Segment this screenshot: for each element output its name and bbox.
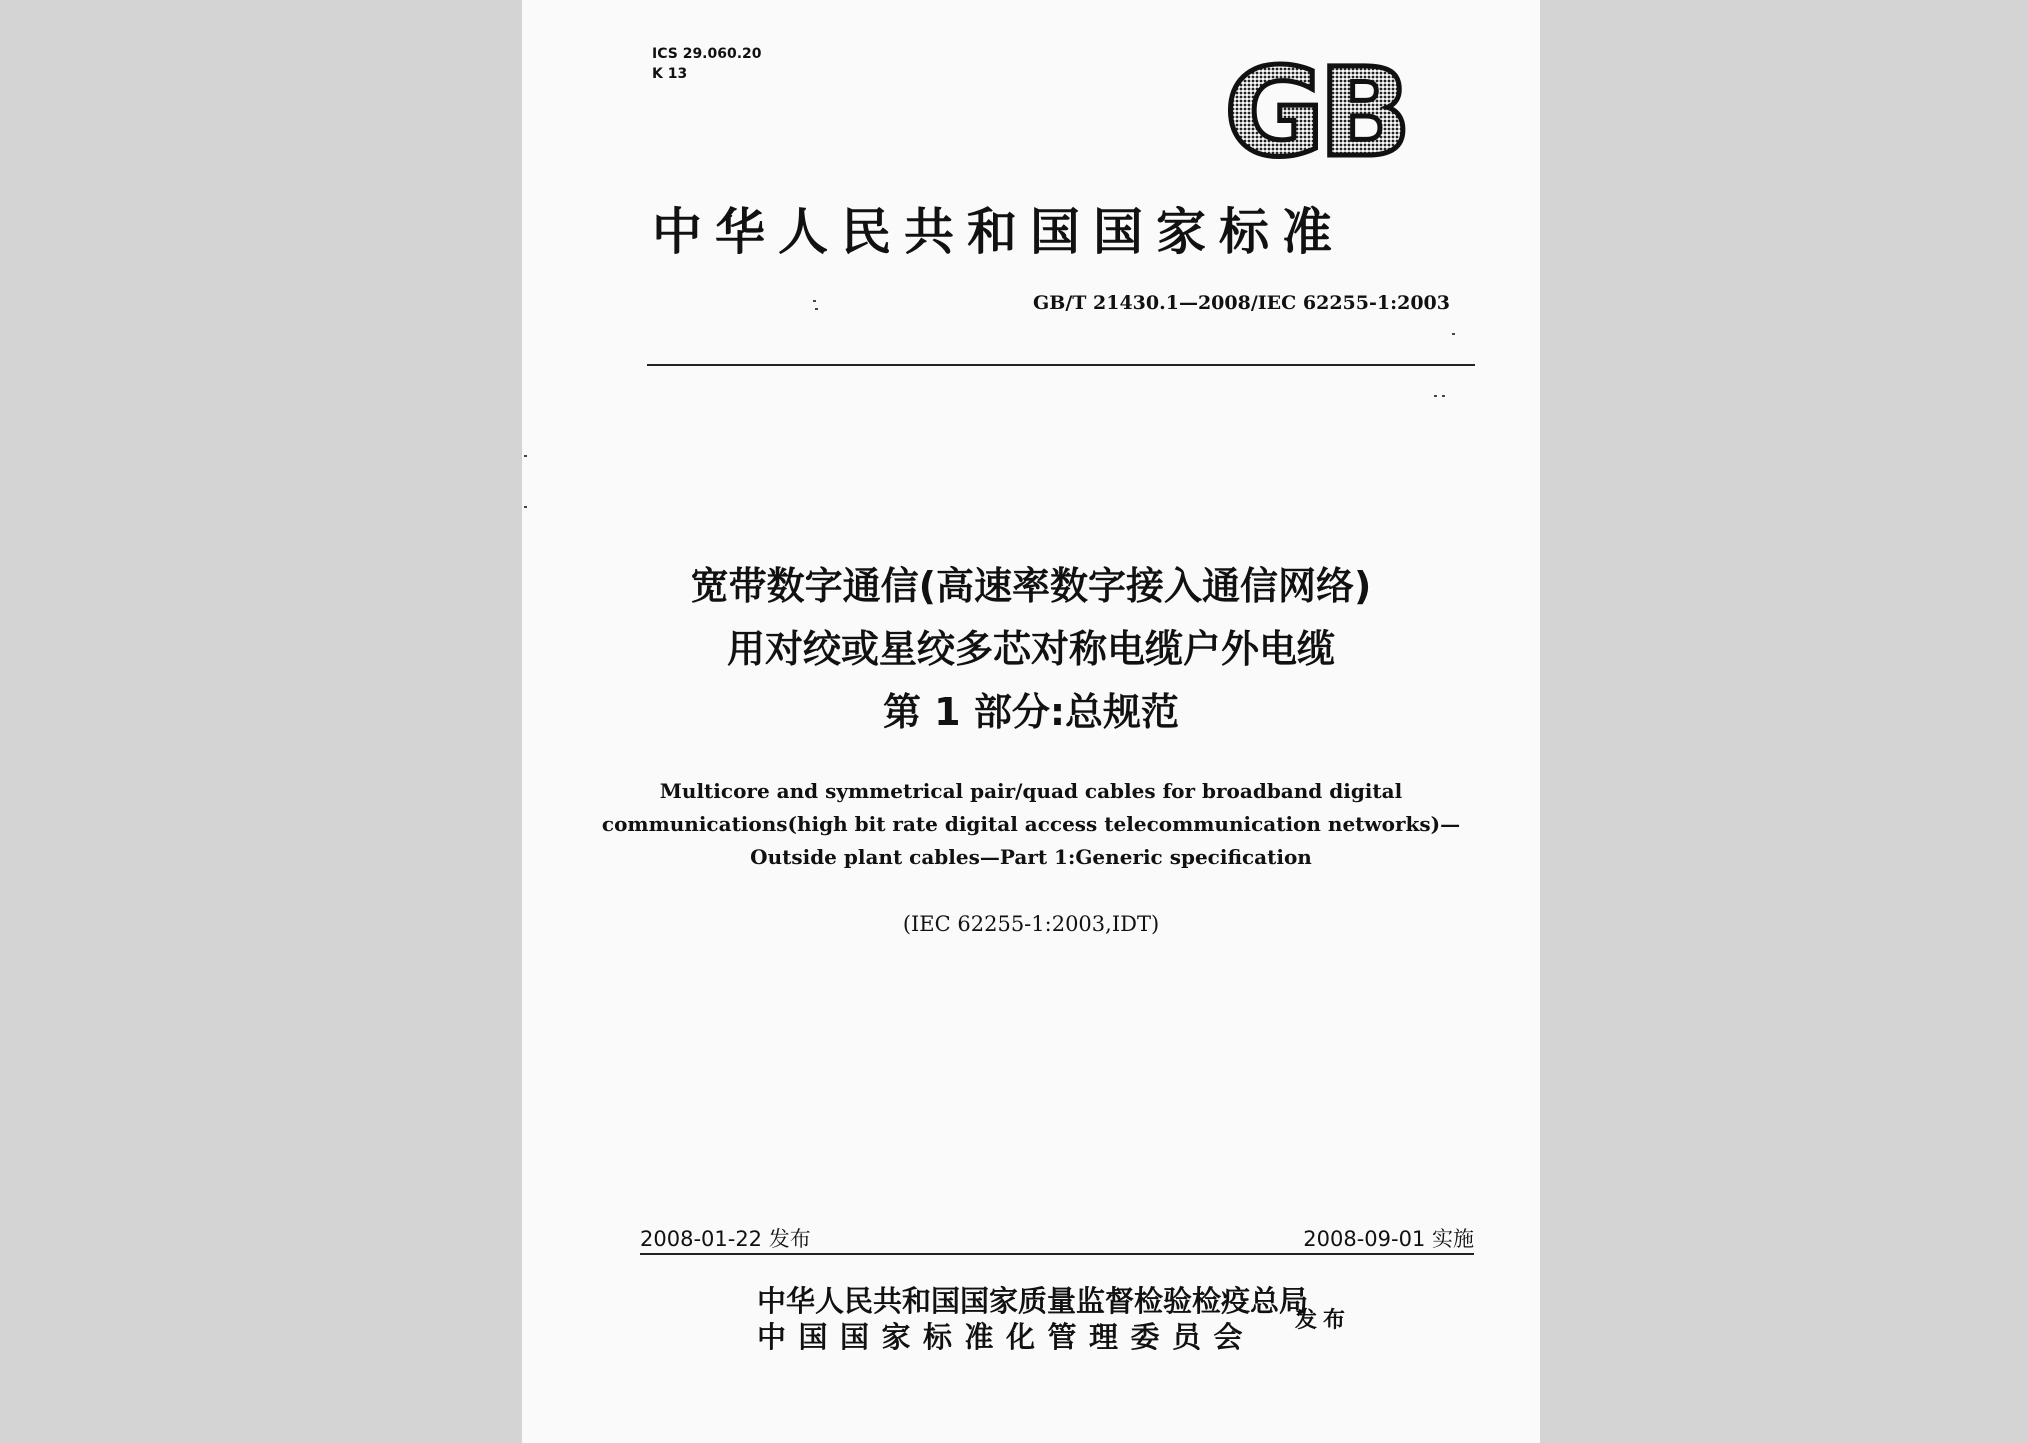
header-divider <box>647 364 1475 366</box>
issuer-line-2: 中国国家标准化管理委员会 <box>757 1320 1256 1354</box>
scan-speck <box>1452 333 1455 335</box>
scan-speck <box>1434 395 1437 397</box>
english-title-line-2: communications(high bit rate digital access telecommunication networks)— <box>601 812 1461 836</box>
implementation-date: 2008-09-01 实施 <box>1303 1227 1474 1251</box>
chinese-title <box>522 555 1540 744</box>
scan-speck <box>524 506 527 508</box>
footer-divider <box>640 1253 1474 1255</box>
standard-number: GB/T 21430.1—2008/IEC 62255-1:2003 <box>1033 292 1450 314</box>
issue-action: 发布 <box>1295 1308 1352 1333</box>
ics-code: ICS 29.060.20 <box>652 46 762 62</box>
gb-logo <box>1215 55 1415 167</box>
chinese-title-line-1: 宽带数字通信(高速率数字接入通信网络) <box>690 564 1372 608</box>
english-title <box>522 775 1540 874</box>
chinese-title-line-2: 用对绞或星绞多芯对称电缆户外电缆 <box>726 627 1335 671</box>
issuing-authorities <box>757 1283 1308 1355</box>
scan-speck <box>815 308 818 310</box>
equivalence-note: (IEC 62255-1:2003,IDT) <box>902 912 1160 936</box>
national-standard-title: 中华人民共和国国家标准 <box>652 202 1345 261</box>
document-cover-page <box>522 0 1540 1443</box>
scan-speck <box>524 455 527 457</box>
scan-speck <box>813 300 816 302</box>
english-title-line-1: Multicore and symmetrical pair/quad cables for broadband digital <box>659 779 1403 803</box>
ccs-code: K 13 <box>652 66 688 82</box>
publish-date: 2008-01-22 发布 <box>640 1227 811 1251</box>
english-title-line-3: Outside plant cables—Part 1:Generic specification <box>750 845 1312 869</box>
scan-speck <box>1442 395 1445 397</box>
classification-codes <box>652 44 762 84</box>
gb-logo-text: GB <box>1224 55 1406 167</box>
issuer-line-1: 中华人民共和国国家质量监督检验检疫总局 <box>757 1284 1309 1318</box>
chinese-title-line-3: 第 1 部分:总规范 <box>882 690 1180 734</box>
